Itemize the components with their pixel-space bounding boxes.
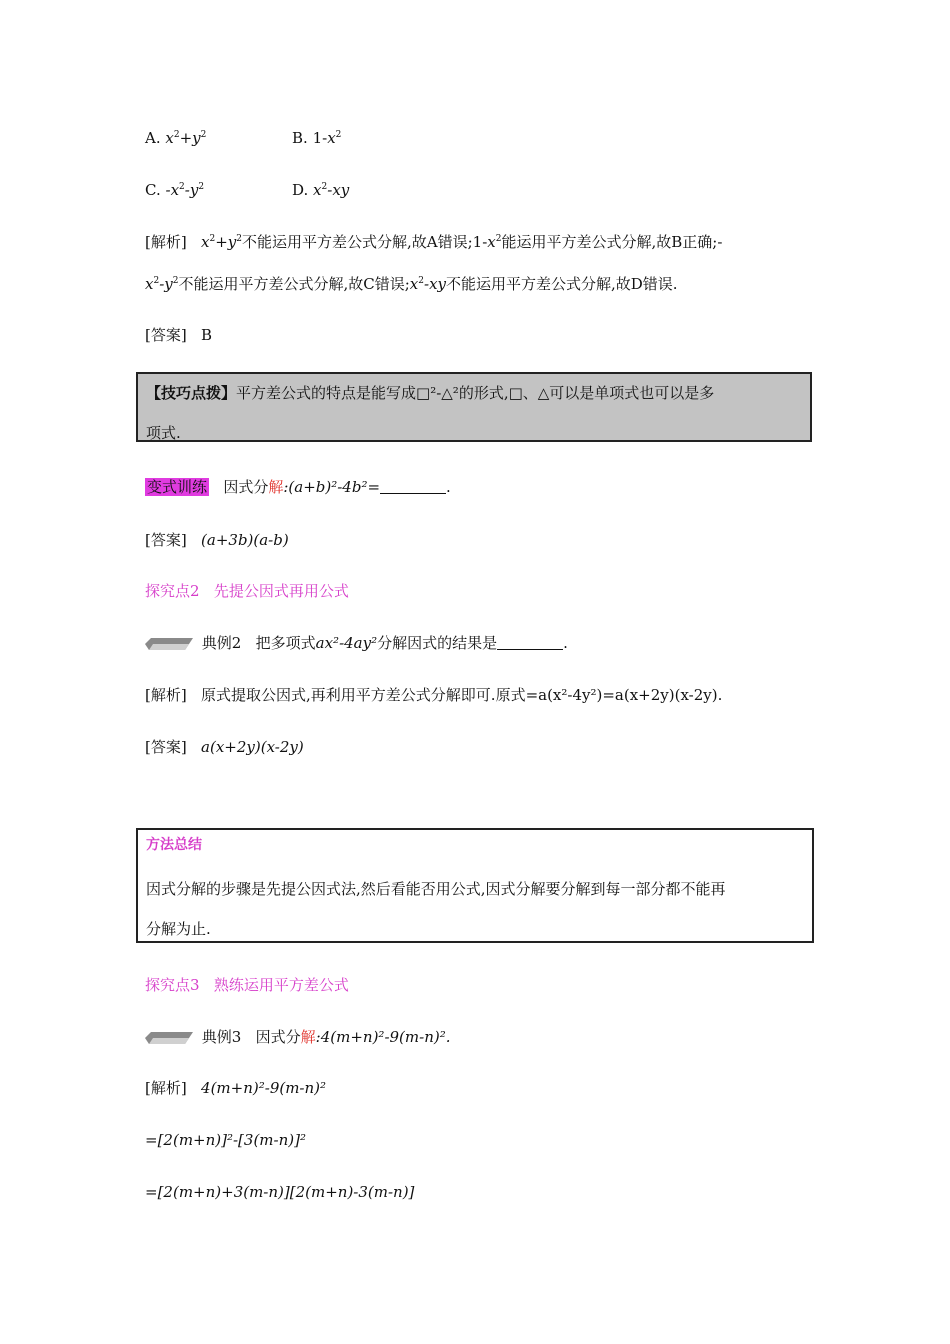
answer-blank (497, 635, 563, 650)
answer-2: [答案] (a+3b)(a-b) (145, 531, 289, 549)
method-line-1: 因式分解的步骤是先提公因式法,然后看能否用公式,因式分解要分解到每一部分都不能再 (146, 880, 726, 898)
option-c: C. $-x^2-y^2$ (145, 181, 205, 199)
section-2-heading: 探究点2 先提公因式再用公式 (145, 582, 349, 600)
analysis-3-step-2: =[2(m+n)]²-[3(m-n)]² (145, 1131, 306, 1149)
variant-training: 变式训练 因式分解:(a+b)²-4b²= . (147, 478, 451, 496)
example-marker-icon (145, 636, 193, 650)
analysis-1-line-1: [解析] $x^2+y^2$不能运用平方差公式分解,故A错误$;1-x^2$能运用平方差公式分解,故B正确;- (145, 233, 723, 251)
example-2: 典例2 把多项式ax²-4ay²分解因式的结果是 . (145, 633, 568, 653)
analysis-3-step-1: [解析] 4(m+n)²-9(m-n)² (145, 1079, 327, 1097)
method-line-2: 分解为止. (146, 920, 211, 938)
answer-blank (380, 479, 446, 494)
analysis-2: [解析] 原式提取公因式,再利用平方差公式分解即可.原式=a(x²-4y²)=a(x+2y)(x-2y). (145, 686, 723, 704)
answer-3: [答案] a(x+2y)(x-2y) (145, 738, 304, 756)
example-marker-icon (145, 1030, 193, 1044)
variant-badge: 变式训练 (147, 478, 208, 496)
answer-1: [答案] B (145, 326, 213, 344)
option-b: B. $1-x^2$ (292, 129, 342, 147)
analysis-3-step-3: =[2(m+n)+3(m-n)][2(m+n)-3(m-n)] (145, 1183, 415, 1201)
option-a: A. $x^2+y^2$ (145, 129, 207, 147)
example-3: 典例3 因式分解:4(m+n)²-9(m-n)². (145, 1027, 451, 1047)
tip-line-1: 【技巧点拨】平方差公式的特点是能写成□²-△²的形式,□、△可以是单项式也可以是多 (146, 384, 715, 402)
tip-line-2: 项式. (146, 424, 181, 442)
tip-box (136, 372, 812, 442)
method-title: 方法总结 (146, 837, 202, 853)
section-3-heading: 探究点3 熟练运用平方差公式 (145, 976, 349, 994)
analysis-1-line-2: $x^2-y^2$不能运用平方差公式分解,故C错误$;x^2-xy$不能运用平方差公式分解,故D错误. (145, 275, 678, 293)
method-summary-box (136, 828, 814, 943)
option-d: D. $x^2-xy$ (292, 181, 350, 199)
